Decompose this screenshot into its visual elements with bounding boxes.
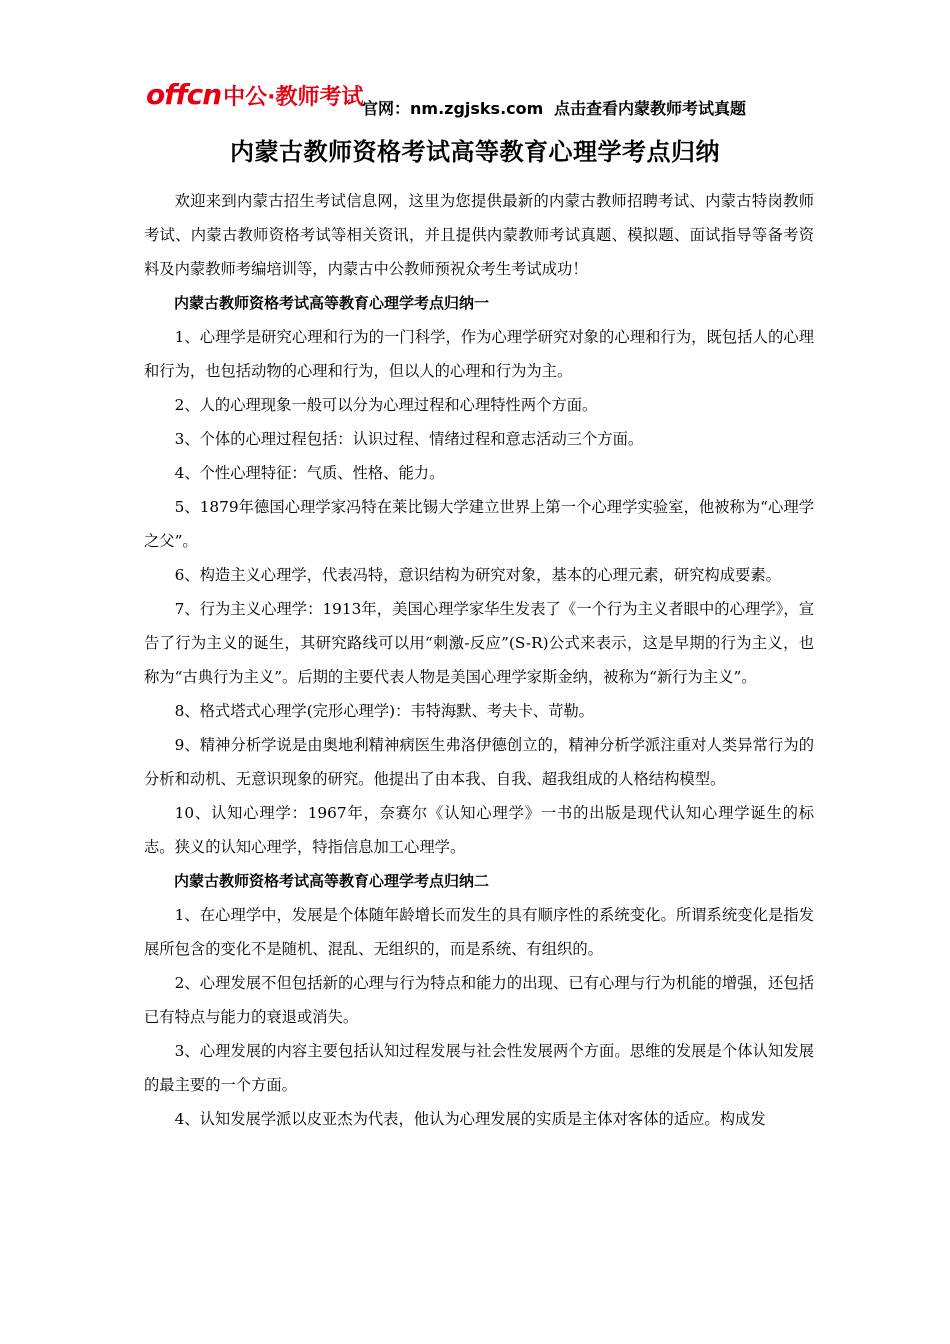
paragraph: 4、认知发展学派以皮亚杰为代表，他认为心理发展的实质是主体对客体的适应。构成发 [174,1110,766,1128]
paragraph: 7、行为主义心理学：1913年，美国心理学家华生发表了《一个行为主义者眼中的心理学》，宣告了行为主义的诞生，其研究路线可以用“刺激-反应”(S-R)公式来表示，这是早期的行为主义，也称为“古典行为主义”。后期的主要代表人物是美国心理学家斯金纳，被称为“新行为主义”。 [144,600,814,686]
paragraph: 3、个体的心理过程包括：认识过程、情绪过程和意志活动三个方面。 [174,430,644,448]
real-exams-link[interactable]: 点击查看内蒙教师考试真题 [554,99,747,118]
section-heading: 内蒙古教师资格考试高等教育心理学考点归纳一 [174,294,490,312]
paragraph: 2、人的心理现象一般可以分为心理过程和心理特性两个方面。 [174,396,598,414]
paragraph: 1、心理学是研究心理和行为的一门科学，作为心理学研究对象的心理和行为，既包括人的心理和行为，也包括动物的心理和行为，但以人的心理和行为为主。 [144,328,814,380]
document-body [144,184,814,1136]
paragraph: 欢迎来到内蒙古招生考试信息网，这里为您提供最新的内蒙古教师招聘考试、内蒙古特岗教师考试、内蒙古教师资格考试等相关资讯，并且提供内蒙教师考试真题、模拟题、面试指导等备考资料及内蒙教师考编培训等，内蒙古中公教师预祝众考生考试成功！ [144,192,814,278]
paragraph: 9、精神分析学说是由奥地利精神病医生弗洛伊德创立的，精神分析学派注重对人类异常行为的分析和动机、无意识现象的研究。他提出了由本我、自我、超我组成的人格结构模型。 [144,736,814,788]
paragraph: 5、1879年德国心理学家冯特在莱比锡大学建立世界上第一个心理学实验室，他被称为“心理学之父”。 [144,498,814,550]
logo-text: 中公·教师考试 [223,85,364,110]
section-heading: 内蒙古教师资格考试高等教育心理学考点归纳二 [174,872,490,890]
paragraph: 3、心理发展的内容主要包括认知过程发展与社会性发展两个方面。思维的发展是个体认知发展的最主要的一个方面。 [144,1042,814,1094]
logo-mark: offcn [146,78,222,111]
paragraph: 6、构造主义心理学，代表冯特，意识结构为研究对象，基本的心理元素，研究构成要素。 [174,566,781,584]
paragraph: 1、在心理学中，发展是个体随年龄增长而发生的具有顺序性的系统变化。所谓系统变化是指发展所包含的变化不是随机、混乱、无组织的，而是系统、有组织的。 [144,906,814,958]
document-title: 内蒙古教师资格考试高等教育心理学考点归纳 [230,138,720,166]
paragraph: 2、心理发展不但包括新的心理与行为特点和能力的出现、已有心理与行为机能的增强，还包括已有特点与能力的衰退或消失。 [144,974,814,1026]
paragraph: 8、格式塔式心理学(完形心理学)：韦特海默、考夫卡、苛勒。 [174,702,594,720]
paragraph: 4、个性心理特征：气质、性格、能力。 [174,464,445,482]
paragraph: 10、认知心理学：1967年，奈赛尔《认知心理学》一书的出版是现代认知心理学诞生的标志。狭义的认知心理学，特指信息加工心理学。 [144,804,814,856]
offcn-logo[interactable] [146,78,364,111]
page-header [146,74,846,124]
official-site-link[interactable]: 官网：nm.zgjsks.com [362,99,544,118]
